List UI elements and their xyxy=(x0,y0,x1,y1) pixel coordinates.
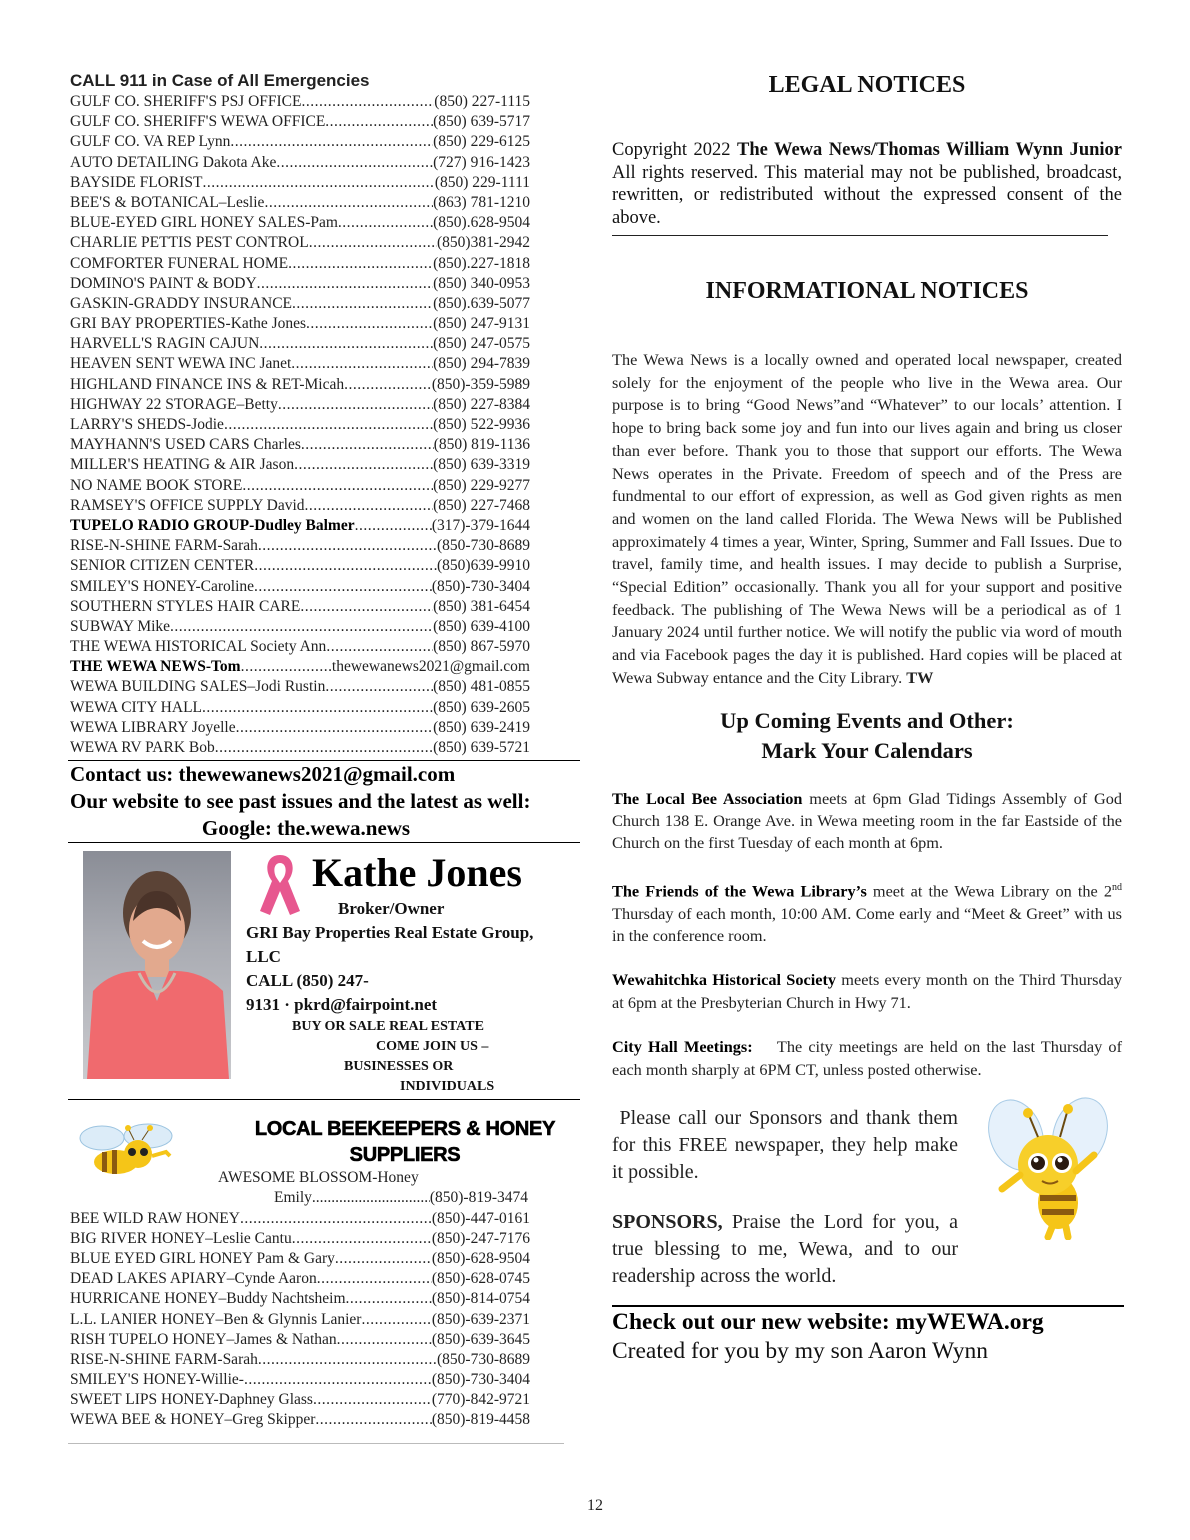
business-name: BAYSIDE FLORIST xyxy=(70,173,203,191)
directory-row xyxy=(68,677,530,697)
phone-number: (850) 229-1111 xyxy=(434,173,530,191)
directory-row xyxy=(68,233,530,253)
business-name: RAMSEY'S OFFICE SUPPLY David xyxy=(70,496,305,514)
phone-number: (850) 639-5717 xyxy=(433,113,530,131)
informational-notices-heading: INFORMATIONAL NOTICES xyxy=(705,278,1029,304)
business-name: BIG RIVER HONEY–Leslie Cantu xyxy=(70,1229,292,1247)
event-city-hall xyxy=(612,1036,1127,1081)
left-column xyxy=(68,70,582,1444)
realtor-company-suffix: LLC xyxy=(246,947,281,967)
info-signature: TW xyxy=(906,667,934,687)
directory-row xyxy=(68,213,530,233)
dot-leader xyxy=(355,516,432,536)
informational-notice-text xyxy=(612,349,1122,690)
directory-row xyxy=(68,718,530,738)
dot-leader xyxy=(258,536,437,556)
tagline-line: COME JOIN US – xyxy=(376,1039,489,1055)
honey-entry-phone: (850)-819-3474 xyxy=(429,1189,528,1207)
events-heading-line: Up Coming Events and Other: xyxy=(720,707,1014,733)
business-directory xyxy=(68,92,582,758)
dot-leader xyxy=(236,718,434,738)
dot-leader xyxy=(315,1410,431,1430)
dot-leader xyxy=(335,1249,432,1269)
business-name: BEE'S & BOTANICAL–Leslie xyxy=(70,193,265,211)
business-name: WEWA LIBRARY Joyelle xyxy=(70,718,236,736)
phone-number: (850) 867-5970 xyxy=(433,638,530,656)
event-title: The Local Bee Association xyxy=(612,788,803,808)
phone-number: (850)-628-0745 xyxy=(431,1270,530,1288)
sponsors-section xyxy=(612,1105,1122,1305)
contact-website-text: Our website to see past issues and the latest as well: xyxy=(70,789,531,814)
honey-entry-contact xyxy=(68,1188,528,1208)
business-name: GULF CO. SHERIFF'S PSJ OFFICE xyxy=(70,93,302,110)
business-name: GULF CO. SHERIFF'S WEWA OFFICE xyxy=(70,113,326,131)
directory-row xyxy=(68,173,530,193)
business-name: SENIOR CITIZEN CENTER xyxy=(70,557,255,575)
dot-leader xyxy=(278,395,433,415)
directory-row xyxy=(68,334,530,354)
beekeepers-section xyxy=(68,1112,582,1443)
business-name: THE WEWA NEWS-Tom xyxy=(70,658,241,676)
directory-row xyxy=(68,698,530,718)
directory-row xyxy=(68,1209,530,1229)
business-name: LARRY'S SHEDS-Jodie xyxy=(70,416,224,433)
directory-row xyxy=(68,536,530,556)
dot-leader xyxy=(305,496,434,516)
business-name: GULF CO. VA REP Lynn xyxy=(70,133,231,151)
directory-row xyxy=(68,1310,530,1330)
dot-leader xyxy=(244,1370,432,1390)
business-name: GRI BAY PROPERTIES-Kathe Jones xyxy=(70,315,307,333)
dot-leader xyxy=(292,1229,432,1249)
directory-row xyxy=(68,577,530,597)
legal-text-prefix: Copyright 2022 xyxy=(612,140,737,160)
realtor-ad xyxy=(68,847,582,1105)
tagline-line: BUY OR SALE REAL ESTATE xyxy=(292,1019,484,1035)
directory-row xyxy=(68,496,530,516)
directory-row xyxy=(68,455,530,475)
business-name: COMFORTER FUNERAL HOME xyxy=(70,254,289,272)
realtor-company: GRI Bay Properties Real Estate Group, xyxy=(246,923,534,943)
event-bee-association xyxy=(612,788,1122,855)
sponsors-text xyxy=(612,1105,963,1290)
realtor-name: Kathe Jones xyxy=(312,850,522,896)
phone-number: (850-730-8689 xyxy=(437,1350,530,1368)
directory-row xyxy=(68,1249,530,1269)
event-text: meets at 6pm Glad Tidings Assembly of God Church 138 E. Orange Ave. in Wewa meeting room in the far Eastside of the Church on the first Tuesday of each month at 6pm. xyxy=(612,788,1122,853)
dot-leader xyxy=(325,112,433,132)
phone-number: (850) 381-6454 xyxy=(433,597,530,615)
legal-text-rest: All rights reserved. This material may not be published, broadcast, rewritten, or redistributed without the expressed consent of the above. xyxy=(612,162,1122,228)
phone-number: (850)-819-4458 xyxy=(431,1411,530,1429)
dot-leader xyxy=(313,1390,432,1410)
phone-number: (850) 247-9131 xyxy=(433,315,530,333)
phone-number: (317)-379-1644 xyxy=(431,516,530,534)
sponsors-praise xyxy=(612,1209,958,1290)
dot-leader xyxy=(203,173,435,193)
dot-leader xyxy=(242,476,433,496)
business-name: DEAD LAKES APIARY–Cynde Aaron xyxy=(70,1270,317,1288)
phone-number: (850) 639-2419 xyxy=(433,718,530,736)
phone-number: (850) 229-9277 xyxy=(433,476,530,494)
phone-number: (850)-247-7176 xyxy=(431,1229,530,1247)
business-name: NO NAME BOOK STORE xyxy=(70,476,243,494)
realtor-role: Broker/Owner xyxy=(338,899,445,919)
dot-leader xyxy=(230,132,433,152)
business-name: WEWA CITY HALL xyxy=(70,698,203,716)
events-heading-line: Mark Your Calendars xyxy=(761,737,973,763)
business-name: BLUE EYED GIRL HONEY Pam & Gary xyxy=(70,1249,335,1267)
directory-row xyxy=(68,193,530,213)
pink-ribbon-icon xyxy=(258,851,302,917)
business-name: TUPELO RADIO GROUP-Dudley Balmer xyxy=(70,516,355,534)
phone-number: (850)-447-0161 xyxy=(431,1209,530,1227)
emergency-title: CALL 911 in Case of All Emergencies xyxy=(70,71,370,90)
directory-row xyxy=(68,375,530,395)
business-name: SOUTHERN STYLES HAIR CARE xyxy=(70,597,301,615)
dot-leader xyxy=(254,577,432,597)
realtor-call: CALL (850) 247- xyxy=(246,971,369,991)
event-library-friends xyxy=(612,877,1122,948)
business-name: WEWA RV PARK Bob xyxy=(70,739,215,756)
phone-number: (850) 639-4100 xyxy=(433,617,530,635)
dot-leader xyxy=(202,698,433,718)
directory-row xyxy=(68,556,530,576)
dot-leader xyxy=(240,1209,432,1229)
legal-notices-heading: LEGAL NOTICES xyxy=(768,72,966,98)
beekeepers-title-line: LOCAL BEEKEEPERS & HONEY xyxy=(254,1118,556,1141)
honey-entry-name: AWESOME BLOSSOM-Honey xyxy=(218,1169,419,1187)
directory-row xyxy=(68,112,530,132)
business-name: WEWA BEE & HONEY–Greg Skipper xyxy=(70,1411,316,1429)
phone-number: (727) 916-1423 xyxy=(433,153,530,171)
phone-number: (850)-639-3645 xyxy=(431,1330,530,1348)
business-name: SMILEY'S HONEY-Willie- xyxy=(70,1371,244,1389)
phone-number: (850) 247-0575 xyxy=(433,335,530,353)
directory-row xyxy=(68,1229,530,1249)
beekeepers-title xyxy=(228,1112,582,1168)
dot-leader xyxy=(300,597,433,617)
realtor-details xyxy=(246,921,586,1017)
phone-number: (850) 227-7468 xyxy=(433,496,530,514)
phone-number: (850) 340-0953 xyxy=(433,274,530,292)
website-promo: Check out our new website: myWEWA.org xyxy=(612,1309,1044,1336)
phone-number: (850)-814-0754 xyxy=(431,1290,530,1308)
dot-leader xyxy=(312,1188,430,1208)
dot-leader xyxy=(301,435,434,455)
phone-number: (850) 227-1115 xyxy=(434,93,530,110)
right-column xyxy=(612,70,1127,1365)
directory-row xyxy=(68,153,530,173)
business-name: L.L. LANIER HONEY–Ben & Glynnis Lanier xyxy=(70,1310,362,1328)
directory-row xyxy=(68,476,530,496)
dot-leader xyxy=(309,233,437,253)
phone-number: (863) 781-1210 xyxy=(433,193,530,211)
dot-leader xyxy=(224,415,433,435)
directory-row xyxy=(68,415,530,435)
dot-leader xyxy=(317,1269,432,1289)
dot-leader xyxy=(306,314,433,334)
business-name: BEE WILD RAW HONEY xyxy=(70,1209,240,1227)
directory-row xyxy=(68,617,530,637)
tagline-line: BUSINESSES OR xyxy=(344,1059,454,1075)
event-title: The Friends of the Wewa Library’s xyxy=(612,881,867,901)
phone-number: (850-730-8689 xyxy=(437,537,530,555)
dot-leader xyxy=(326,637,433,657)
dot-leader xyxy=(259,334,433,354)
dot-leader xyxy=(264,193,433,213)
business-name: MILLER'S HEATING & AIR Jason xyxy=(70,456,295,474)
sponsors-praise-text: Praise the Lord for you, a true blessing to me, Wewa, and to our readership across the world. xyxy=(612,1211,958,1288)
business-name: MAYHANN'S USED CARS Charles xyxy=(70,436,301,454)
business-name: HIGHWAY 22 STORAGE–Betty xyxy=(70,395,278,413)
realtor-tagline xyxy=(246,1017,546,1097)
divider xyxy=(68,1443,564,1444)
phone-number: (850)-628-9504 xyxy=(431,1249,530,1267)
events-heading xyxy=(612,706,1122,766)
dot-leader xyxy=(258,1350,437,1370)
contact-google: Google: the.wewa.news xyxy=(201,816,411,841)
dot-leader xyxy=(254,556,437,576)
phone-number: (850).639-5077 xyxy=(433,294,530,312)
dot-leader xyxy=(302,92,435,112)
business-name: HURRICANE HONEY–Buddy Nachtsheim xyxy=(70,1290,346,1308)
business-name: RISE-N-SHINE FARM-Sarah xyxy=(70,537,258,555)
directory-row xyxy=(68,1269,530,1289)
business-name: SWEET LIPS HONEY-Daphney Glass xyxy=(70,1391,313,1409)
sponsors-call: Please call our Sponsors and thank them for this FREE newspaper, they help make it possible. xyxy=(612,1107,963,1184)
phone-number: (850).628-9504 xyxy=(433,214,530,232)
dot-leader xyxy=(288,254,433,274)
phone-number: (850) 229-6125 xyxy=(433,133,530,151)
phone-number: (850)381-2942 xyxy=(437,234,530,252)
phone-number: (850)-730-3404 xyxy=(431,1371,530,1389)
directory-row xyxy=(68,254,530,274)
directory-row xyxy=(68,516,530,536)
dot-leader xyxy=(344,375,432,395)
dot-leader xyxy=(276,153,433,173)
business-name: HEAVEN SENT WEWA INC Janet xyxy=(70,355,292,373)
phone-number: (850)-730-3404 xyxy=(431,577,530,595)
bee-cartoon-icon xyxy=(976,1095,1116,1240)
business-name: CHARLIE PETTIS PEST CONTROL xyxy=(70,234,309,252)
phone-number: (850) 227-8384 xyxy=(433,395,530,413)
dot-leader xyxy=(338,213,433,233)
directory-row xyxy=(68,738,530,758)
honey-suppliers-list xyxy=(68,1209,582,1431)
directory-row xyxy=(68,314,530,334)
phone-number: (850) 639-5721 xyxy=(433,739,530,756)
directory-row xyxy=(68,395,530,415)
event-ordinal: nd xyxy=(1112,881,1122,893)
directory-row xyxy=(68,274,530,294)
business-name: HARVELL'S RAGIN CAJUN xyxy=(70,335,260,353)
directory-row xyxy=(68,1370,530,1390)
directory-row xyxy=(68,354,530,374)
phone-number: (850).227-1818 xyxy=(433,254,530,272)
phone-number: (850) 639-3319 xyxy=(433,456,530,474)
directory-row xyxy=(68,637,530,657)
dot-leader xyxy=(291,354,433,374)
phone-number: (850) 522-9936 xyxy=(433,416,530,433)
info-body: The Wewa News is a locally owned and operated local newspaper, created solely for the enjoyment of the people who live in the Wewa area. Our purpose is to bring “Good News”and “Whatever” to our locals’ attention. I hope to bring back some joy and fun into our lives again and bring us closer than ever before. Thank you to those that support our efforts. The Wewa News operates in the Private. Freedom of speech and of the Press are fundmental to our effort of expression, as well as God given rights as men and women on the land called Florida. The Wewa News will be Published approximately 4 times a year, Winter, Spring, Summer and Fall Issues. Due to travel, family time, and health issues. I may decide to publish a Surprise, “Special Edition” occasionally. Thank you all for your support and positive feedback. The publishing of The Wewa News will be a periodical as of 1 January 2024 until further notice. We will notify the public via word of mouth and via Facebook pages the day it is published. Hard copies will be placed at Wewa Subway entance and the City Library. xyxy=(612,350,1122,687)
dot-leader xyxy=(361,1310,431,1330)
honey-entry-person: Emily xyxy=(274,1189,312,1207)
dot-leader xyxy=(215,738,433,758)
dot-leader xyxy=(170,617,433,637)
business-name: SUBWAY Mike xyxy=(70,617,171,635)
dot-leader xyxy=(241,657,332,677)
event-title: Wewahitchka Historical Society xyxy=(612,970,837,990)
bee-cartoon-icon xyxy=(76,1120,178,1180)
phone-number: (850)-639-2371 xyxy=(431,1310,530,1328)
event-title: City Hall Meetings: xyxy=(612,1037,753,1057)
event-text: meet at the Wewa Library on the 2 xyxy=(866,881,1112,901)
realtor-contact: 9131 · pkrd@fairpoint.net xyxy=(246,995,438,1015)
business-name: AUTO DETAILING Dakota Ake xyxy=(70,153,277,171)
directory-row xyxy=(68,132,530,152)
directory-row xyxy=(68,1350,530,1370)
event-historical-society xyxy=(612,969,1122,1014)
directory-row xyxy=(68,1390,530,1410)
directory-row xyxy=(68,294,530,314)
directory-row xyxy=(68,1289,530,1309)
business-name: DOMINO'S PAINT & BODY xyxy=(70,274,257,292)
business-name: RISH TUPELO HONEY–James & Nathan xyxy=(70,1330,337,1348)
dot-leader xyxy=(257,274,433,294)
business-name: BLUE-EYED GIRL HONEY SALES-Pam xyxy=(70,214,338,232)
event-text: meets every month on the Third Thursday at 6pm at the Presbyterian Church in Hwy 71. xyxy=(612,970,1122,1012)
legal-notice-text xyxy=(612,139,1122,229)
tagline-line: INDIVIDUALS xyxy=(400,1079,495,1095)
divider xyxy=(612,235,1108,236)
website-credit: Created for you by my son Aaron Wynn xyxy=(612,1338,989,1365)
dot-leader xyxy=(337,1330,432,1350)
legal-text-owner: The Wewa News/Thomas William Wynn Junior xyxy=(737,140,1123,160)
directory-row xyxy=(68,1330,530,1350)
directory-row xyxy=(68,657,530,677)
dot-leader xyxy=(294,455,433,475)
business-name: RISE-N-SHINE FARM-Sarah xyxy=(70,1350,258,1368)
phone-number: (770)-842-9721 xyxy=(431,1391,530,1409)
directory-row xyxy=(68,435,530,455)
phone-number: (850)639-9910 xyxy=(437,557,530,575)
contact-email: Contact us: thewewanews2021@gmail.com xyxy=(70,762,456,787)
page-number: 12 xyxy=(587,1497,603,1514)
dot-leader xyxy=(325,677,433,697)
directory-row xyxy=(68,92,530,112)
dot-leader xyxy=(292,294,433,314)
phone-number: thewewanews2021@gmail.com xyxy=(331,658,530,676)
business-name: THE WEWA HISTORICAL Society Ann xyxy=(70,638,327,656)
directory-row xyxy=(68,597,530,617)
event-text: The city meetings are held on the last Thursday of each month sharply at 6PM CT, unless posted otherwise. xyxy=(612,1037,1127,1079)
phone-number: (850)-359-5989 xyxy=(431,375,530,393)
sponsors-label: SPONSORS, xyxy=(612,1211,723,1234)
business-name: GASKIN-GRADDY INSURANCE xyxy=(70,294,293,312)
phone-number: (850) 294-7839 xyxy=(433,355,530,373)
beekeepers-title-line: SUPPLIERS xyxy=(349,1144,461,1167)
phone-number: (850) 481-0855 xyxy=(433,678,530,696)
business-name: HIGHLAND FINANCE INS & RET-Micah xyxy=(70,375,345,393)
realtor-photo xyxy=(83,851,231,1079)
directory-row xyxy=(68,1410,530,1430)
phone-number: (850) 639-2605 xyxy=(433,698,530,716)
phone-number: (850) 819-1136 xyxy=(433,436,530,454)
business-name: SMILEY'S HONEY-Caroline xyxy=(70,577,255,595)
event-text: Thursday of each month, 10:00 AM. Come early and “Meet & Greet” with us in the conference room. xyxy=(612,903,1122,945)
business-name: WEWA BUILDING SALES–Jodi Rustin xyxy=(70,678,326,696)
dot-leader xyxy=(346,1289,432,1309)
divider xyxy=(68,842,580,843)
